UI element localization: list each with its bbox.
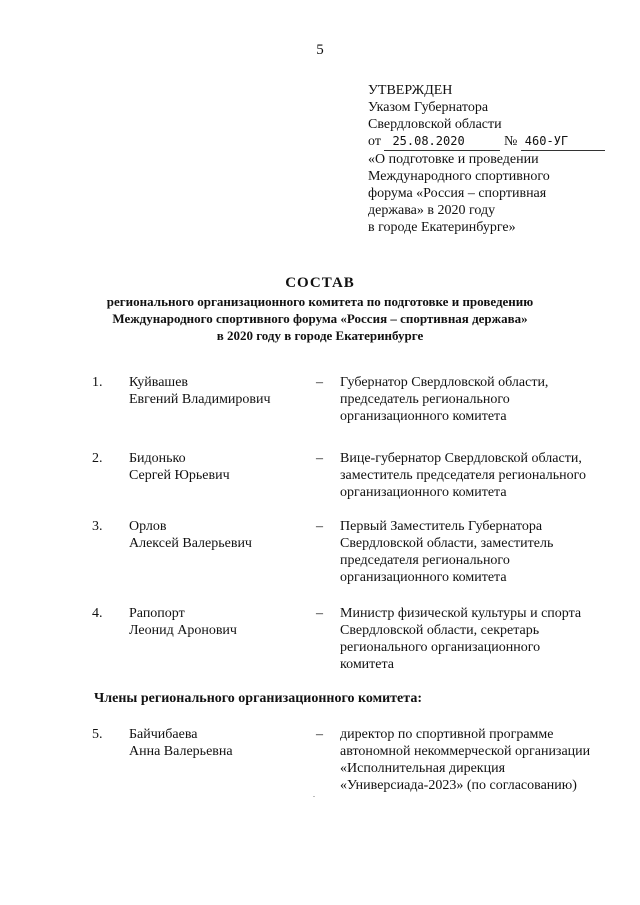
role-line: директор по спортивной программе	[340, 727, 554, 742]
approval-line-2: Свердловской области	[368, 117, 502, 132]
member-name	[129, 518, 304, 552]
member-given-names: Алексей Валерьевич	[129, 536, 252, 551]
member-given-names: Евгений Владимирович	[129, 392, 271, 407]
role-line: «Исполнительная дирекция	[340, 761, 506, 776]
subtitle-line: регионального организационного комитета по подготовке и проведению	[106, 294, 534, 309]
role-line: организационного комитета	[340, 485, 507, 500]
from-prefix: от	[368, 134, 381, 149]
role-line: регионального организационного	[340, 640, 541, 655]
members-section-heading: Члены регионального организационного комитета:	[94, 691, 422, 706]
role-line: комитета	[340, 657, 395, 672]
page-number: 5	[316, 42, 324, 58]
member-number: 3.	[92, 519, 103, 534]
member-role	[340, 374, 620, 425]
member-role	[340, 726, 620, 794]
role-line: заместитель председателя регионального	[340, 468, 587, 483]
decree-date-number	[368, 133, 628, 151]
member-dash: –	[316, 451, 323, 466]
member-name	[129, 374, 304, 408]
role-line: Свердловской области, секретарь	[340, 623, 540, 638]
approval-line-1: Указом Губернатора	[368, 100, 489, 115]
decree-title-line: в городе Екатеринбурге»	[368, 220, 516, 235]
role-line: председателя регионального	[340, 553, 510, 568]
member-dash: –	[316, 606, 323, 621]
role-line: Министр физической культуры и спорта	[340, 606, 582, 621]
member-role	[340, 518, 620, 586]
member-number: 4.	[92, 606, 103, 621]
member-number: 5.	[92, 727, 103, 742]
member-role	[340, 450, 620, 501]
decree-date: 25.08.2020	[384, 133, 500, 151]
role-line: Вице-губернатор Свердловской области,	[340, 451, 582, 466]
decree-title-line: «О подготовке и проведении	[368, 152, 539, 167]
approval-block	[368, 82, 628, 236]
member-name	[129, 605, 304, 639]
member-number: 1.	[92, 375, 103, 390]
subtitle-line: Международного спортивного форума «Россия – спортивная держава»	[112, 311, 528, 326]
member-given-names: Леонид Аронович	[129, 623, 237, 638]
role-line: Первый Заместитель Губернатора	[340, 519, 543, 534]
decree-title-line: форума «Россия – спортивная	[368, 186, 547, 201]
document-title: СОСТАВ	[285, 275, 355, 291]
role-line: организационного комитета	[340, 409, 507, 424]
subtitle-line: в 2020 году в городе Екатеринбурге	[216, 328, 424, 343]
number-sign: №	[503, 134, 518, 149]
member-dash: –	[316, 519, 323, 534]
decree-title-line: Международного спортивного	[368, 169, 550, 184]
member-role	[340, 605, 620, 673]
member-dash: –	[316, 727, 323, 742]
role-line: Губернатор Свердловской области,	[340, 375, 549, 390]
member-surname: Куйвашев	[129, 375, 189, 390]
role-line: «Универсиада-2023» (по согласованию)	[340, 778, 577, 793]
scan-speck	[313, 796, 315, 797]
member-given-names: Анна Валерьевна	[129, 744, 233, 759]
approval-heading: УТВЕРЖДЕН	[368, 83, 453, 98]
member-surname: Байчибаева	[129, 727, 198, 742]
member-surname: Орлов	[129, 519, 167, 534]
member-surname: Рапопорт	[129, 606, 185, 621]
member-given-names: Сергей Юрьевич	[129, 468, 230, 483]
role-line: председатель регионального	[340, 392, 510, 407]
decree-title-line: держава» в 2020 году	[368, 203, 496, 218]
role-line: автономной некоммерческой организации	[340, 744, 591, 759]
member-dash: –	[316, 375, 323, 390]
decree-number: 460-УГ	[521, 133, 605, 151]
member-surname: Бидонько	[129, 451, 186, 466]
document-subtitle	[60, 293, 580, 344]
member-number: 2.	[92, 451, 103, 466]
member-name	[129, 726, 304, 760]
member-name	[129, 450, 304, 484]
role-line: Свердловской области, заместитель	[340, 536, 554, 551]
role-line: организационного комитета	[340, 570, 507, 585]
